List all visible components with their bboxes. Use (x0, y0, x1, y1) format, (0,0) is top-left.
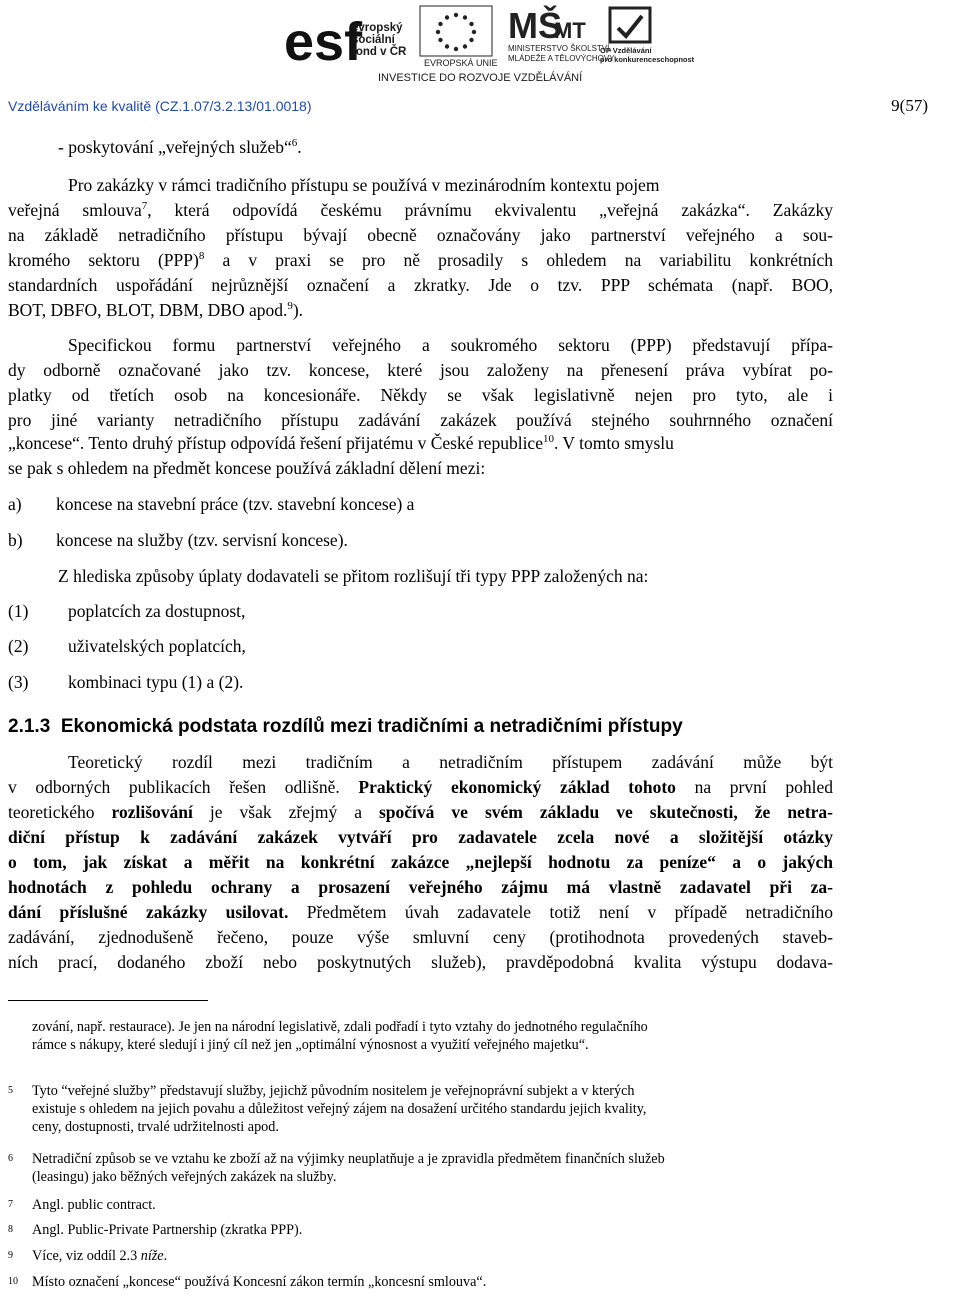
text-line: dy odborně označované jako tzv. koncese, které jsou založeny na přenesení práva vybírat po- (8, 360, 833, 380)
text-line: BOT, DBFO, BLOT, DBM, DBO apod.$^9$). (8, 300, 304, 320)
list-item-b: b) koncese na služby (tzv. servisní koncese). (8, 530, 348, 550)
text-line: na základě netradičního přístupu bývají obecně označovány jako partnerství veřejného a sou- (8, 225, 833, 245)
msmt-logo-text: MINISTERSTVO ŠKOLSTVÍ, MLÁDEŽE A TĚLOVÝCHOVY (508, 44, 615, 63)
text-line: veřejná smlouva$^7$, která odpovídá českému právnímu ekvivalentu „veřejná zakázka“. Zakázky (8, 200, 833, 220)
list-item-a: a) koncese na stavební práce (tzv. stavební koncese) a (8, 494, 415, 514)
text-line: kromého sektoru (PPP)$^8$ a v praxi se pro ně prosadily s ohledem na variabilitu konkrétních (8, 250, 834, 270)
text-line: o tom, jak získat a měřit na konkrétní zakázce „nejlepší hodnotu za peníze“ a o jakých (8, 852, 833, 872)
text-line: Specifickou formu partnerství veřejného a soukromého sektoru (PPP) představují přípa- (68, 335, 833, 355)
text-line: Pro zakázky v rámci tradičního přístupu se používá v mezinárodním kontextu pojem (68, 175, 660, 195)
tagline: INVESTICE DO ROZVOJE VZDĚLÁVÁNÍ (378, 72, 583, 84)
logo-bar (0, 0, 960, 90)
svg-text:MT: MT (554, 18, 586, 43)
text-line: „koncese“. Tento druhý přístup odpovídá řešení přijatému v České republice$^{10}$. V tomto smyslu (8, 433, 674, 453)
svg-text:MŠ: MŠ (508, 5, 562, 46)
svg-text:esf: esf (284, 12, 363, 72)
text-line: zadávání, zjednodušeně řečeno, pouze výše smluvní ceny (protihodnota provedených staveb- (8, 927, 833, 947)
esf-logo-icon (282, 4, 363, 72)
page-number: 9(57) (891, 96, 928, 115)
op-logo-icon (604, 6, 660, 46)
esf-logo-text: evropský sociální fond v ČR (352, 22, 407, 58)
list-item-3: (3) kombinaci typu (1) a (2). (8, 672, 244, 692)
list-item-1: (1) poplatcích za dostupnost, (8, 601, 246, 621)
bullet-item: - poskytování „veřejných služeb“$^6$. (58, 137, 302, 157)
list-item-2: (2) uživatelských poplatcích, (8, 636, 246, 656)
eu-label: EVROPSKÁ UNIE (424, 58, 498, 68)
text-line: ních prací, dodaného zboží nebo poskytnutých služeb), pravděpodobná kvalita výstupu dodava- (8, 952, 833, 972)
text-line: dání příslušné zakázky usilovat. Předmětem úvah zadavatele totiž není v případě netradičního (8, 902, 833, 922)
section-heading: 2.1.3 Ekonomická podstata rozdílů mezi tradičními a netradičními přístupy (8, 716, 683, 737)
text-line: v odborných publikacích řešen odlišně. Praktický ekonomický základ tohoto na první pohled (8, 777, 834, 797)
text-line: hodnotách z pohledu ochrany a prosazení veřejného zájmu má vlastně zadavatel při za- (8, 877, 833, 897)
text-line: diční přístup k zadávání zakázek vytváří pro zadavatele zcela nové a složitější otázky (8, 827, 833, 847)
eu-flag-icon (420, 6, 492, 56)
text-line: teoretického rozlišování je však zřejmý a spočívá ve svém základu ve skutečnosti, že netra- (8, 802, 833, 822)
project-title: Vzděláváním ke kvalitě (CZ.1.07/3.2.13/01.0018) (8, 98, 312, 114)
op-logo-text: OP Vzdělávání pro konkurenceschopnost (600, 46, 695, 64)
text-line: Teoretický rozdíl mezi tradičním a netradičním přístupem zadávání může být (68, 752, 833, 772)
text-line: se pak s ohledem na předmět koncese používá základní dělení mezi: (8, 458, 486, 478)
paragraph-3: Z hlediska způsoby úplaty dodavateli se přitom rozlišují tři typy PPP založených na: (58, 566, 649, 586)
footnote-divider (8, 1000, 208, 1001)
text-line: pro jiné varianty netradičního přístupu zadávání zakázek používá stejného souhrnného označení (8, 410, 833, 430)
text-line: platky od třetích osob na koncesionáře. Někdy se však legislativně nejen pro tyto, ale i (8, 385, 833, 405)
msmt-logo-icon (508, 4, 586, 46)
text-line: standardních uspořádání nejrůznější označení a zkratky. Jde o tzv. PPP schémata (např. BOO, (8, 275, 833, 295)
